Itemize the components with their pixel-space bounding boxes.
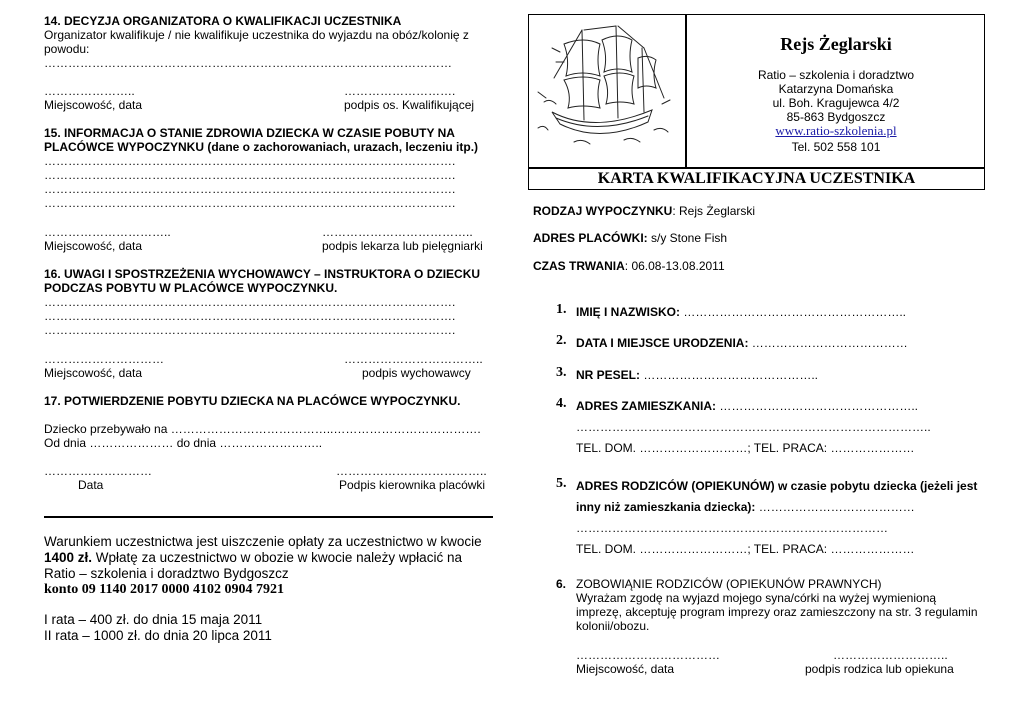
consent-text: Wyrażam zgodę na wyjazd mojego syna/córki na wyżej wymienioną <box>576 591 937 605</box>
field-address-label: ADRES ZAMIESZKANIA: <box>576 399 716 413</box>
website-link[interactable]: www.ratio-szkolenia.pl <box>775 123 897 138</box>
website-wrap <box>687 124 985 138</box>
dotted-line: ………………………. <box>344 84 456 98</box>
installment-2: II rata – 1000 zł. do dnia 20 lipca 2011 <box>44 628 272 643</box>
dotted-line: …………………………………………………………………………………………. <box>44 323 456 337</box>
dotted-line: ……………………….. <box>833 648 948 662</box>
field-pesel <box>576 368 818 382</box>
section-15-title: 15. INFORMACJA O STANIE ZDROWIA DZIECKA W CZASIE POBUTY NA <box>44 126 455 140</box>
field-name-label: IMIĘ I NAZWISKO: <box>576 305 680 319</box>
dotted-line: …………………………………………………………………………………………. <box>44 154 456 168</box>
field-number: 4. <box>556 396 567 411</box>
field-birth-label: DATA I MIEJSCE URODZENIA: <box>576 336 749 350</box>
phone-line: TEL. DOM. ………………………; TEL. PRACA: ………………… <box>576 441 915 455</box>
section-14-title: 14. DECYZJA ORGANIZATORA O KWALIFIKACJI UCZESTNIKA <box>44 14 402 28</box>
dotted-line: ………………………………………………………………………………………… <box>44 56 452 70</box>
parents-address-dots: ………………………………… <box>755 500 915 514</box>
dotted-line: ………………………… <box>44 352 164 366</box>
payment-amount: 1400 zł. <box>44 550 93 565</box>
signature-label: podpis rodzica lub opiekuna <box>805 662 954 676</box>
contact-person: Katarzyna Domańska <box>778 82 894 96</box>
duration-value: : 06.08-13.08.2011 <box>624 259 725 273</box>
stay-place-line: Dziecko przebywało na …………………………………..………………………………. <box>44 422 481 436</box>
field-birth-dots: ………………………………… <box>748 336 908 350</box>
dotted-line: ………………………….. <box>44 225 171 239</box>
field-number: 1. <box>556 302 567 317</box>
duration-label: CZAS TRWANIA <box>533 259 625 273</box>
parents-address-label: inny niż zamieszkania dziecka): <box>576 500 756 514</box>
section-16-title: PODCZAS POBYTU W PLACÓWCE WYPOCZYNKU. <box>44 281 338 295</box>
facility-address-value: s/y Stone Fish <box>647 231 728 245</box>
section-14-text: Organizator kwalifikuje / nie kwalifikuje uczestnika do wyjazdu na obóz/kolonię z <box>44 28 469 42</box>
phone-line: TEL. DOM. ………………………; TEL. PRACA: ………………… <box>576 542 915 556</box>
dotted-line: …………………………………………………………………………………………. <box>44 196 456 210</box>
facility-address-label: ADRES PLACÓWKI: <box>533 231 648 245</box>
place-date-label: Miejscowość, data <box>44 366 143 380</box>
duration <box>533 259 725 273</box>
place-date-label: Miejscowość, data <box>44 239 143 253</box>
field-address-dots: ………………………………………….. <box>716 399 919 413</box>
dotted-line: …………………………………………………………………………………………. <box>44 309 456 323</box>
dotted-line: …………………………………………………………………………………………. <box>44 168 456 182</box>
dotted-line: ……………………………….. <box>322 225 473 239</box>
dotted-line: …………………………………………………………………… <box>576 521 888 535</box>
dotted-line: …………………………………………………………………………………………. <box>44 295 456 309</box>
divider <box>44 516 493 518</box>
stay-dates-line: Od dnia ………………… do dnia …………………….. <box>44 436 323 450</box>
bank-account: konto 09 1140 2017 0000 4102 0904 7921 <box>44 582 284 597</box>
date-label: Data <box>78 478 104 492</box>
parents-address <box>576 500 915 514</box>
section-17-title: 17. POTWIERDZENIE POBYTU DZIECKA NA PLACÓWCE WYPOCZYNKU. <box>44 394 461 408</box>
place-date-label: Miejscowość, data <box>44 98 143 112</box>
phone: Tel. 502 558 101 <box>791 140 881 154</box>
signature-label: Podpis kierownika placówki <box>339 478 486 492</box>
dotted-line: …………………………………………………………………………………………. <box>44 182 456 196</box>
field-address <box>576 399 918 413</box>
field-birth <box>576 336 908 350</box>
signature-label: podpis lekarza lub pielęgniarki <box>322 239 483 253</box>
field-name-dots: ……………………………………………….. <box>680 305 907 319</box>
field-number: 6. <box>556 577 567 591</box>
section-16-title: 16. UWAGI I SPOSTRZEŻENIA WYCHOWAWCY – INSTRUKTORA O DZIECKU <box>44 267 481 281</box>
payment-text <box>44 550 462 566</box>
consent-text: kolonii/obozu. <box>576 619 650 633</box>
consent-title: ZOBOWIĄNIE RODZICÓW (OPIEKUNÓW PRAWNYCH) <box>576 577 882 591</box>
section-14-text: powodu: <box>44 42 90 56</box>
field-pesel-dots: …………………………………….. <box>640 368 819 382</box>
holiday-type-label: RODZAJ WYPOCZYNKU <box>533 204 673 218</box>
payment-text: Ratio – szkolenia i doradztwo Bydgoszcz <box>44 566 289 581</box>
parents-address-label: ADRES RODZICÓW (OPIEKUNÓW) w czasie pobytu dziecka (jeżeli jest <box>576 479 978 493</box>
payment-text: Warunkiem uczestnictwa jest uiszczenie opłaty za uczestnictwo w kwocie <box>44 534 482 549</box>
facility-address <box>533 231 727 245</box>
dotted-line: ……………………………….. <box>336 464 487 478</box>
field-name <box>576 305 906 319</box>
header-divider <box>528 167 985 169</box>
field-pesel-label: NR PESEL: <box>576 368 641 382</box>
dotted-line: …………………………………………………………………………….. <box>576 420 931 434</box>
signature-label: podpis wychowawcy <box>362 366 471 380</box>
field-number: 5. <box>556 476 567 491</box>
section-15-title: PLACÓWCE WYPOCZYNKU (dane o zachorowaniach, urazach, leczeniu itp.) <box>44 140 479 154</box>
holiday-type-value: : Rejs Żeglarski <box>672 204 756 218</box>
signature-label: podpis os. Kwalifikującej <box>344 98 475 112</box>
dotted-line: ……………………… <box>44 464 152 478</box>
header-title: Rejs Żeglarski <box>780 34 892 54</box>
dotted-line: ……………………………… <box>576 648 720 662</box>
field-number: 2. <box>556 333 567 348</box>
ship-logo-icon <box>534 18 678 164</box>
consent-text: imprezę, akceptuję program imprezy oraz zamieszczony na str. 3 regulamin <box>576 605 978 619</box>
card-title: KARTA KWALIFIKACYJNA UCZESTNIKA <box>597 170 916 187</box>
address-city: 85-863 Bydgoszcz <box>786 110 886 124</box>
dotted-line: ………………….. <box>44 84 135 98</box>
holiday-type <box>533 204 755 218</box>
address-street: ul. Boh. Kragujewca 4/2 <box>772 96 900 110</box>
field-number: 3. <box>556 365 567 380</box>
installment-1: I rata – 400 zł. do dnia 15 maja 2011 <box>44 612 263 627</box>
payment-text-rest: Wpłatę za uczestnictwo w obozie w kwocie należy wpłacić na <box>92 550 462 565</box>
dotted-line: …………………………….. <box>344 352 483 366</box>
place-date-label: Miejscowość, data <box>576 662 675 676</box>
org-name: Ratio – szkolenia i doradztwo <box>757 68 915 82</box>
